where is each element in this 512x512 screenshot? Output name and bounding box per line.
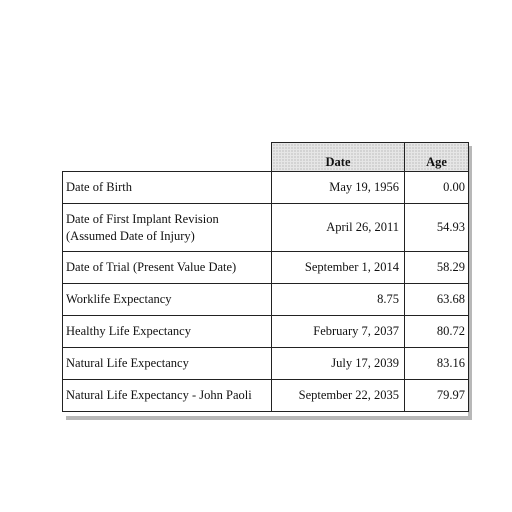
row-label-line: Date of Trial (Present Value Date)	[66, 260, 237, 274]
row-label	[63, 348, 272, 380]
row-label	[63, 284, 272, 316]
row-label-line: Date of First Implant Revision	[66, 211, 219, 226]
table-row	[63, 204, 469, 252]
row-age: 80.72	[405, 316, 469, 348]
table-row	[63, 252, 469, 284]
row-age: 83.16	[405, 348, 469, 380]
row-age: 0.00	[405, 172, 469, 204]
table-row	[63, 380, 469, 412]
row-date: July 17, 2039	[272, 348, 405, 380]
row-label	[63, 172, 272, 204]
row-date: February 7, 2037	[272, 316, 405, 348]
row-label-line: Healthy Life Expectancy	[66, 324, 191, 338]
row-label-line: Natural Life Expectancy	[66, 356, 189, 370]
header-blank	[63, 143, 272, 172]
header-row	[63, 143, 469, 172]
row-date: September 22, 2035	[272, 380, 405, 412]
row-label	[63, 252, 272, 284]
row-date: September 1, 2014	[272, 252, 405, 284]
row-label-line: Date of Birth	[66, 180, 132, 194]
row-age: 63.68	[405, 284, 469, 316]
row-date: April 26, 2011	[272, 204, 405, 252]
row-label-line: Natural Life Expectancy - John Paoli	[66, 388, 252, 402]
header-date: Date	[272, 143, 405, 172]
table-row	[63, 348, 469, 380]
row-age: 79.97	[405, 380, 469, 412]
row-label	[63, 316, 272, 348]
row-age: 58.29	[405, 252, 469, 284]
row-date: 8.75	[272, 284, 405, 316]
table-row	[63, 316, 469, 348]
row-age: 54.93	[405, 204, 469, 252]
row-label	[63, 380, 272, 412]
row-date: May 19, 1956	[272, 172, 405, 204]
life-expectancy-table-container	[62, 142, 468, 412]
row-label	[63, 204, 272, 252]
row-label-line: (Assumed Date of Injury)	[66, 228, 195, 243]
table-row	[63, 284, 469, 316]
row-label-line: Worklife Expectancy	[66, 292, 172, 306]
header-age: Age	[405, 143, 469, 172]
life-expectancy-table	[62, 142, 469, 412]
table-shadow-bottom	[66, 416, 472, 420]
table-row	[63, 172, 469, 204]
